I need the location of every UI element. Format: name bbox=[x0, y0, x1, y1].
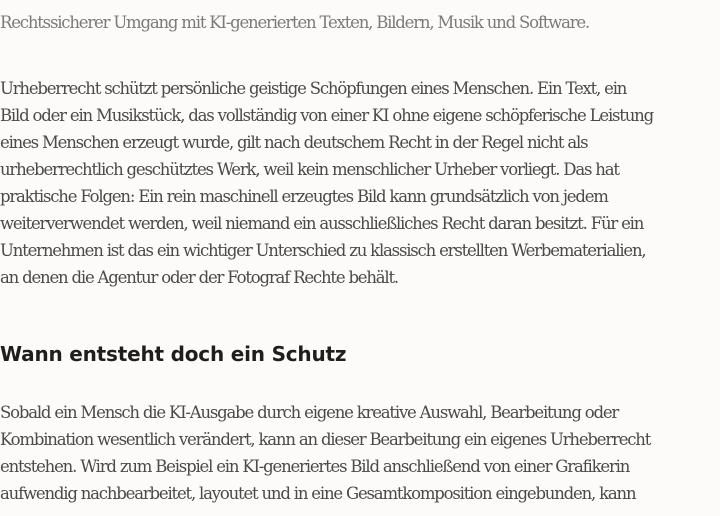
paragraph-when-protection bbox=[0, 399, 720, 507]
paragraph-line: entstehen. Wird zum Beispiel ein KI-generiertes Bild anschließend von einer Grafikerin bbox=[0, 457, 630, 476]
paragraph-line: Kombination wesentlich verändert, kann an dieser Bearbeitung ein eigenes Urheberrecht bbox=[0, 430, 651, 449]
paragraph-line: weiterverwendet werden, weil niemand ein ausschließliches Recht daran besitzt. Für ein bbox=[0, 214, 644, 233]
paragraph-line: urheberrechtlich geschütztes Werk, weil kein menschlicher Urheber vorliegt. Das hat bbox=[0, 160, 619, 179]
paragraph-line: Urheberrecht schützt persönliche geistige Schöpfungen eines Menschen. Ein Text, ein bbox=[0, 79, 627, 98]
paragraph-line: Sobald ein Mensch die KI-Ausgabe durch eigene kreative Auswahl, Bearbeitung oder bbox=[0, 403, 619, 422]
paragraph-line: an denen die Agentur oder der Fotograf Rechte behält. bbox=[0, 268, 398, 287]
paragraph-line: aufwendig nachbearbeitet, layoutet und in eine Gesamtkomposition eingebunden, kann bbox=[0, 484, 636, 503]
paragraph-copyright-basics bbox=[0, 75, 720, 291]
article-lede: Rechtssicherer Umgang mit KI-generierten Texten, Bildern, Musik und Software. bbox=[0, 13, 590, 32]
section-heading: Wann entsteht doch ein Schutz bbox=[0, 342, 347, 366]
paragraph-line: praktische Folgen: Ein rein maschinell erzeugtes Bild kann grundsätzlich von jedem bbox=[0, 187, 608, 206]
paragraph-line: Bild oder ein Musikstück, das vollständig von einer KI ohne eigene schöpferische Leistung bbox=[0, 106, 653, 125]
paragraph-line: eines Menschen erzeugt wurde, gilt nach deutschem Recht in der Regel nicht als bbox=[0, 133, 588, 152]
paragraph-line: Unternehmen ist das ein wichtiger Unterschied zu klassisch erstellten Werbematerialien, bbox=[0, 241, 646, 260]
